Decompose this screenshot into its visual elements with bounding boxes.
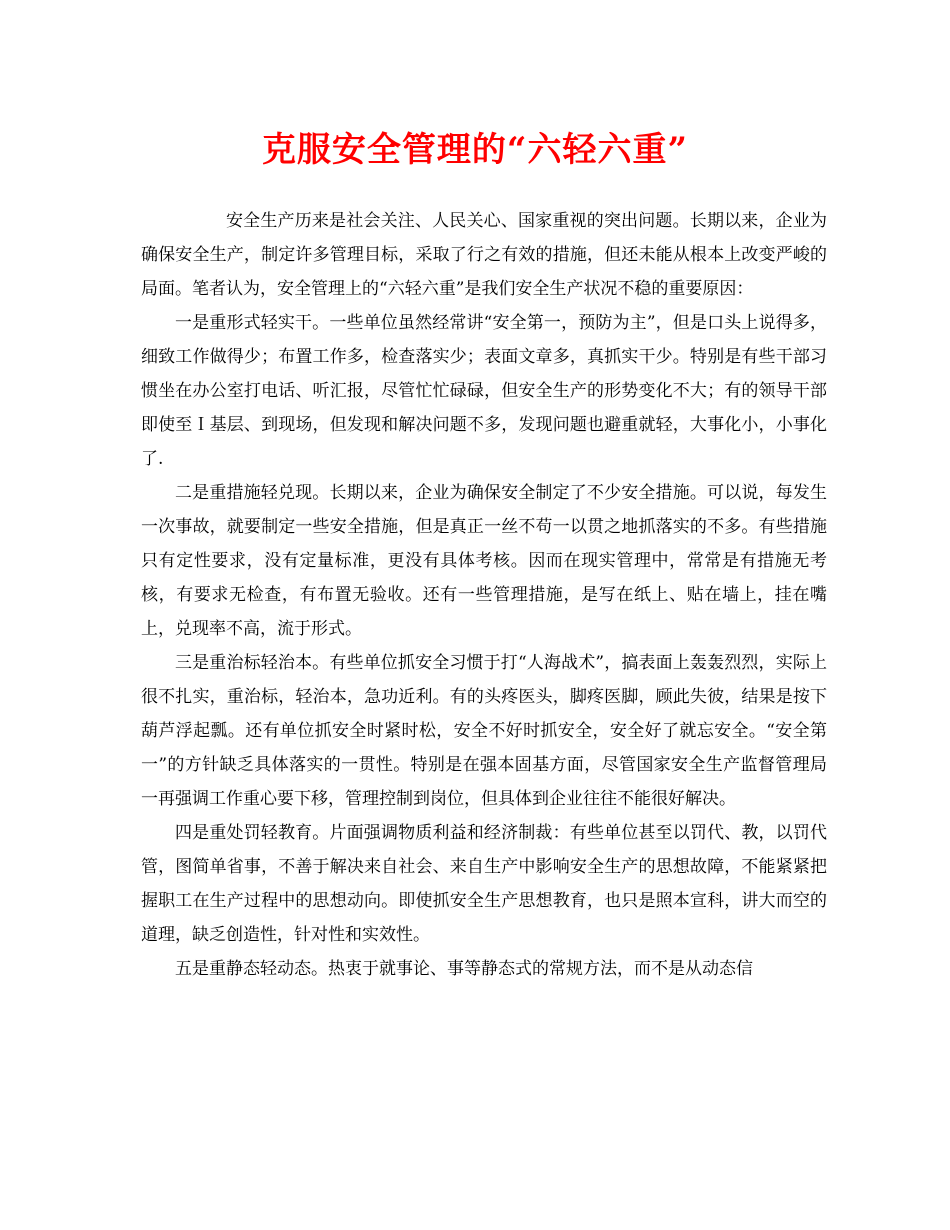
document-body [141,204,827,986]
paragraph-point-1: 一是重形式轻实干。一些单位虽然经常讲“安全第一，预防为主”，但是口头上说得多，细致工作做得少；布置工作多，检查落实少；表面文章多，真抓实干少。特别是有些干部习惯坐在办公室打电话、听汇报，尽管忙忙碌碌，但安全生产的形势变化不大；有的领导干部即使至Ｉ基层、到现场，但发现和解决问题不多，发现问题也避重就轻，大事化小，小事化了. [141,313,827,469]
document-title: 克服安全管理的“六轻六重” [261,130,689,170]
paragraph-point-2: 二是重措施轻兑现。长期以来，企业为确保安全制定了不少安全措施。可以说，每发生一次事故，就要制定一些安全措施，但是真正一丝不苟一以贯之地抓落实的不多。有些措施只有定性要求，没有定量标准，更没有具体考核。因而在现实管理中，常常是有措施无考核，有要求无检查，有布置无验收。还有一些管理措施，是写在纸上、贴在墙上，挂在嘴上，兑现率不高，流于形式。 [141,483,827,639]
paragraph-intro: 安全生产历来是社会关注、人民关心、国家重视的突出问题。长期以来，企业为确保安全生产，制定许多管理目标，采取了行之有效的措施，但还未能从根本上改变严峻的局面。笔者认为，安全管理上的“六轻六重”是我们安全生产状况不稳的重要原因： [141,211,827,299]
paragraph-point-4: 四是重处罚轻教育。片面强调物质利益和经济制裁：有些单位甚至以罚代、教，以罚代管，图简单省事，不善于解决来自社会、来自生产中影响安全生产的思想故障，不能紧紧把握职工在生产过程中的思想动向。即使抓安全生产思想教育，也只是照本宣科，讲大而空的道理，缺乏创造性，针对性和实效性。 [141,823,827,945]
paragraph-point-5: 五是重静态轻动态。热衷于就事论、事等静态式的常规方法，而不是从动态信 [175,959,753,979]
paragraph-point-3: 三是重治标轻治本。有些单位抓安全习惯于打“人海战术”，搞表面上轰轰烈烈，实际上很不扎实，重治标，轻治本，急功近利。有的头疼医头，脚疼医脚，顾此失彼，结果是按下葫芦浮起瓢。还有单位抓安全时紧时松，安全不好时抓安全，安全好了就忘安全。“安全第一”的方针缺乏具体落实的一贯性。特别是在强本固基方面，尽管国家安全生产监督管理局一再强调工作重心要下移，管理控制到岗位，但具体到企业往往不能很好解决。 [141,653,827,809]
